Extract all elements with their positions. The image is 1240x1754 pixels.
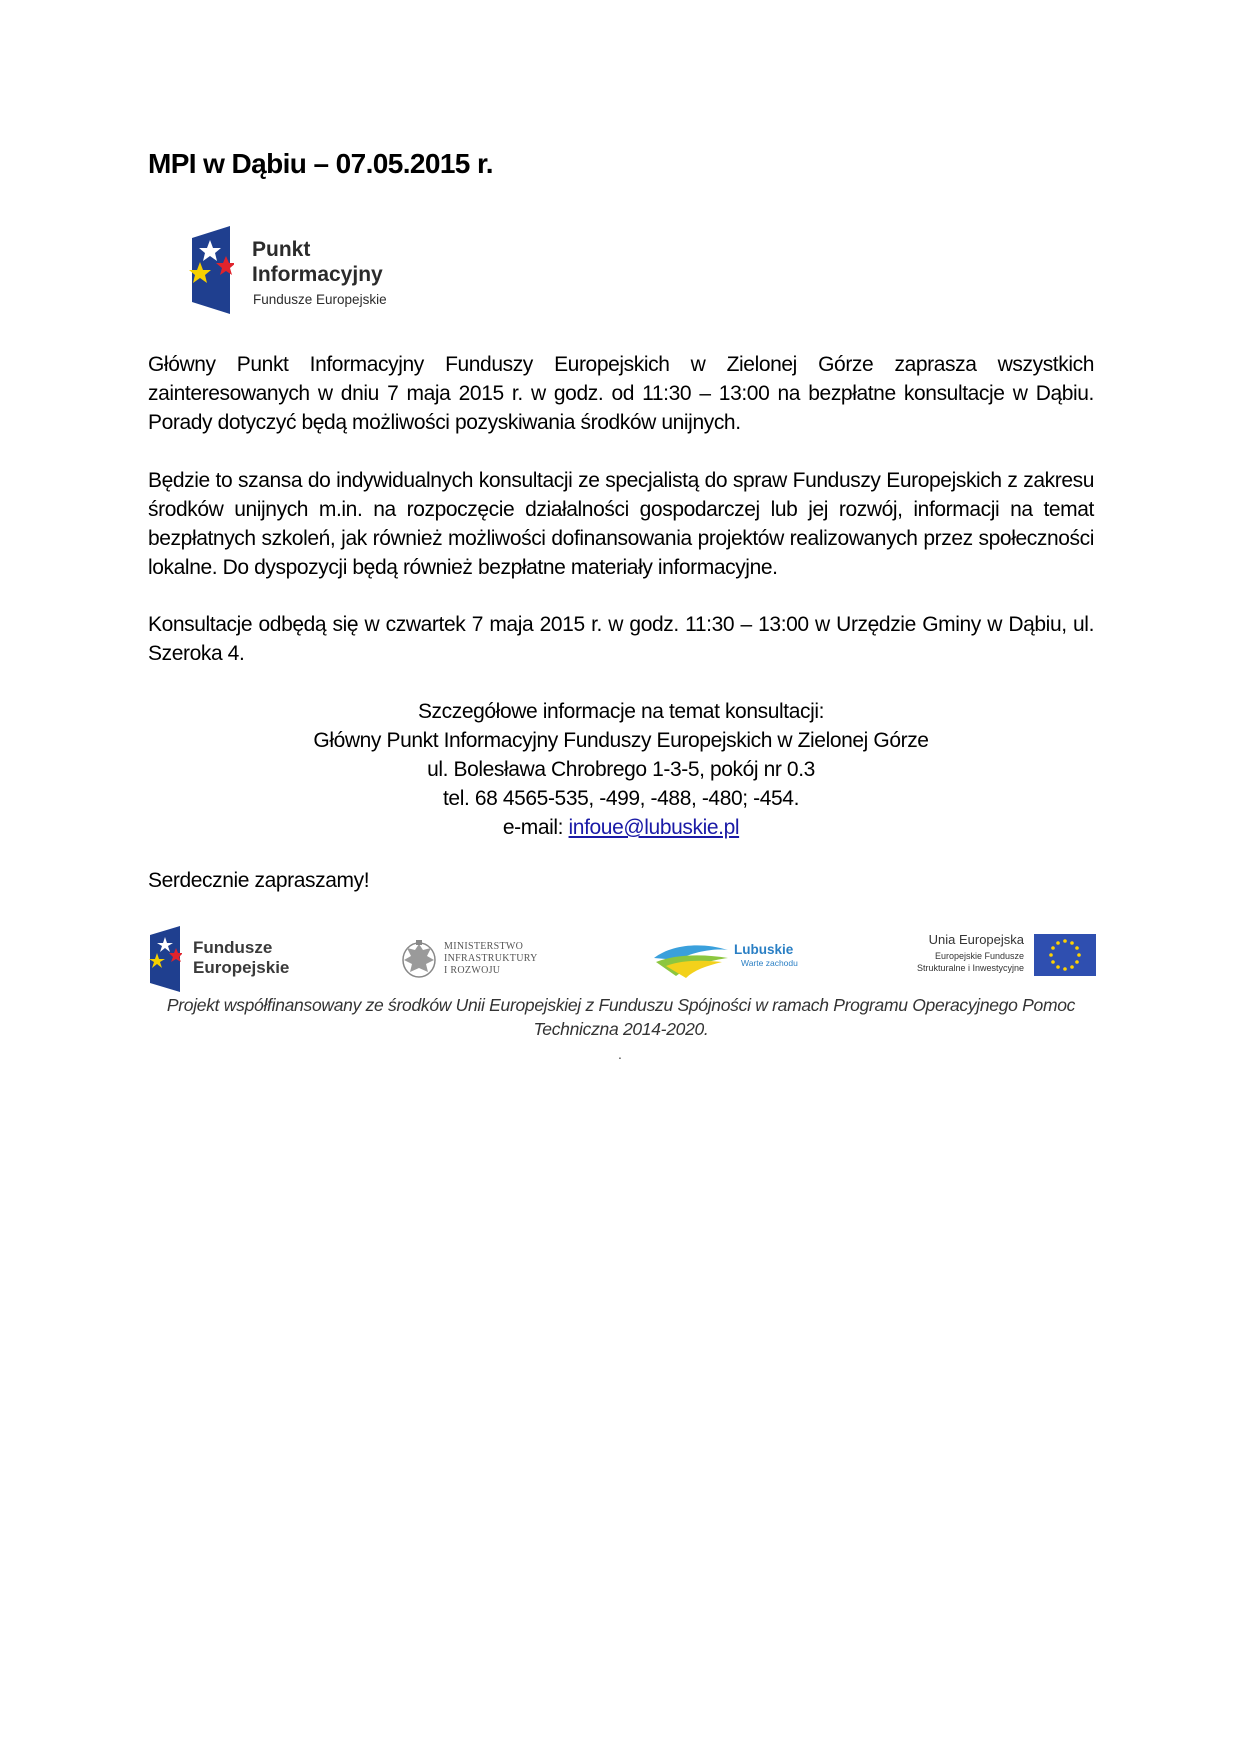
contact-email-line xyxy=(148,813,1094,842)
contact-line-1: Szczegółowe informacje na temat konsultacji: xyxy=(417,700,825,723)
fe-logo-line2: Europejskie xyxy=(193,958,290,977)
ministry-line2: INFRASTRUKTURY xyxy=(444,953,538,964)
punkt-informacyjny-logo xyxy=(188,226,428,316)
eu-line1: Unia Europejska xyxy=(928,932,1024,947)
contact-line-3: ul. Bolesława Chrobrego 1-3-5, pokój nr 0.3 xyxy=(427,758,815,781)
pi-logo-line2: Informacyjny xyxy=(252,263,383,286)
fe-flag-icon xyxy=(188,226,234,316)
paragraph-details: Będzie to szansa do indywidualnych konsultacji ze specjalistą do spraw Funduszy Europejskich z zakresu środków unijnych m.in. na rozpoczęcie działalności gospodarczej lub jej rozwój, informacji na temat bezpłatnych szkoleń, jak również możliwości dofinansowania projektów realizowanych przez społeczności lokalne. Do dyspozycji będą również bezpłatne materiały informacyjne. xyxy=(148,469,1094,579)
fe-logo-line1: Fundusze xyxy=(193,938,273,957)
contact-line-2: Główny Punkt Informacyjny Funduszy Europejskich w Zielonej Górze xyxy=(313,729,929,752)
eu-logo xyxy=(900,932,1096,982)
footer-dot: . xyxy=(618,1046,622,1062)
contact-block xyxy=(148,697,1094,842)
footer-line-2: Techniczna 2014-2020. xyxy=(533,1019,709,1039)
email-label: e-mail: xyxy=(502,816,569,839)
pi-logo-line1: Punkt xyxy=(252,238,311,261)
page-title: MPI w Dąbiu – 07.05.2015 r. xyxy=(148,148,493,179)
sponsor-logos-bar xyxy=(148,926,1094,994)
paragraph-invitation: Główny Punkt Informacyjny Funduszy Europejskich w Zielonej Górze zaprasza wszystkich zainteresowanych w dniu 7 maja 2015 r. w godz. od 11:30 – 13:00 na bezpłatne konsultacje w Dąbiu. Porady dotyczyć będą możliwości pozyskiwania środków unijnych. xyxy=(148,353,1094,434)
pi-logo-line3: Fundusze Europejskie xyxy=(253,292,387,307)
closing-text: Serdecznie zapraszamy! xyxy=(148,869,370,892)
ministry-line1: MINISTERSTWO xyxy=(444,941,524,952)
email-link[interactable]: infoue@lubuskie.pl xyxy=(568,816,740,839)
eu-flag-icon xyxy=(1034,934,1096,976)
contact-line-4: tel. 68 4565-535, -499, -488, -480; -454. xyxy=(442,787,800,810)
cofinancing-footer xyxy=(148,993,1094,1041)
eu-line3: Strukturalne i Inwestycyjne xyxy=(916,963,1024,973)
lubuskie-tagline: Warte zachodu xyxy=(741,958,798,968)
ministry-line3: I ROZWOJU xyxy=(444,965,501,976)
lubuskie-wave-icon xyxy=(652,936,732,980)
lubuskie-name: Lubuskie xyxy=(734,942,794,957)
fundusze-europejskie-logo xyxy=(148,926,308,992)
ministry-logo xyxy=(400,938,560,982)
footer-line-1: Projekt współfinansowany ze środków Unii Europejskiej z Funduszu Spójności w ramach Programu Operacyjnego Pomoc xyxy=(166,995,1076,1015)
eagle-emblem-icon xyxy=(400,938,438,980)
lubuskie-logo xyxy=(652,936,802,982)
eu-line2: Europejskie Fundusze xyxy=(934,951,1024,961)
paragraph-location: Konsultacje odbędą się w czwartek 7 maja 2015 r. w godz. 11:30 – 13:00 w Urzędzie Gminy w Dąbiu, ul. Szeroka 4. xyxy=(148,613,1094,665)
fe-flag-small-icon xyxy=(148,926,182,992)
